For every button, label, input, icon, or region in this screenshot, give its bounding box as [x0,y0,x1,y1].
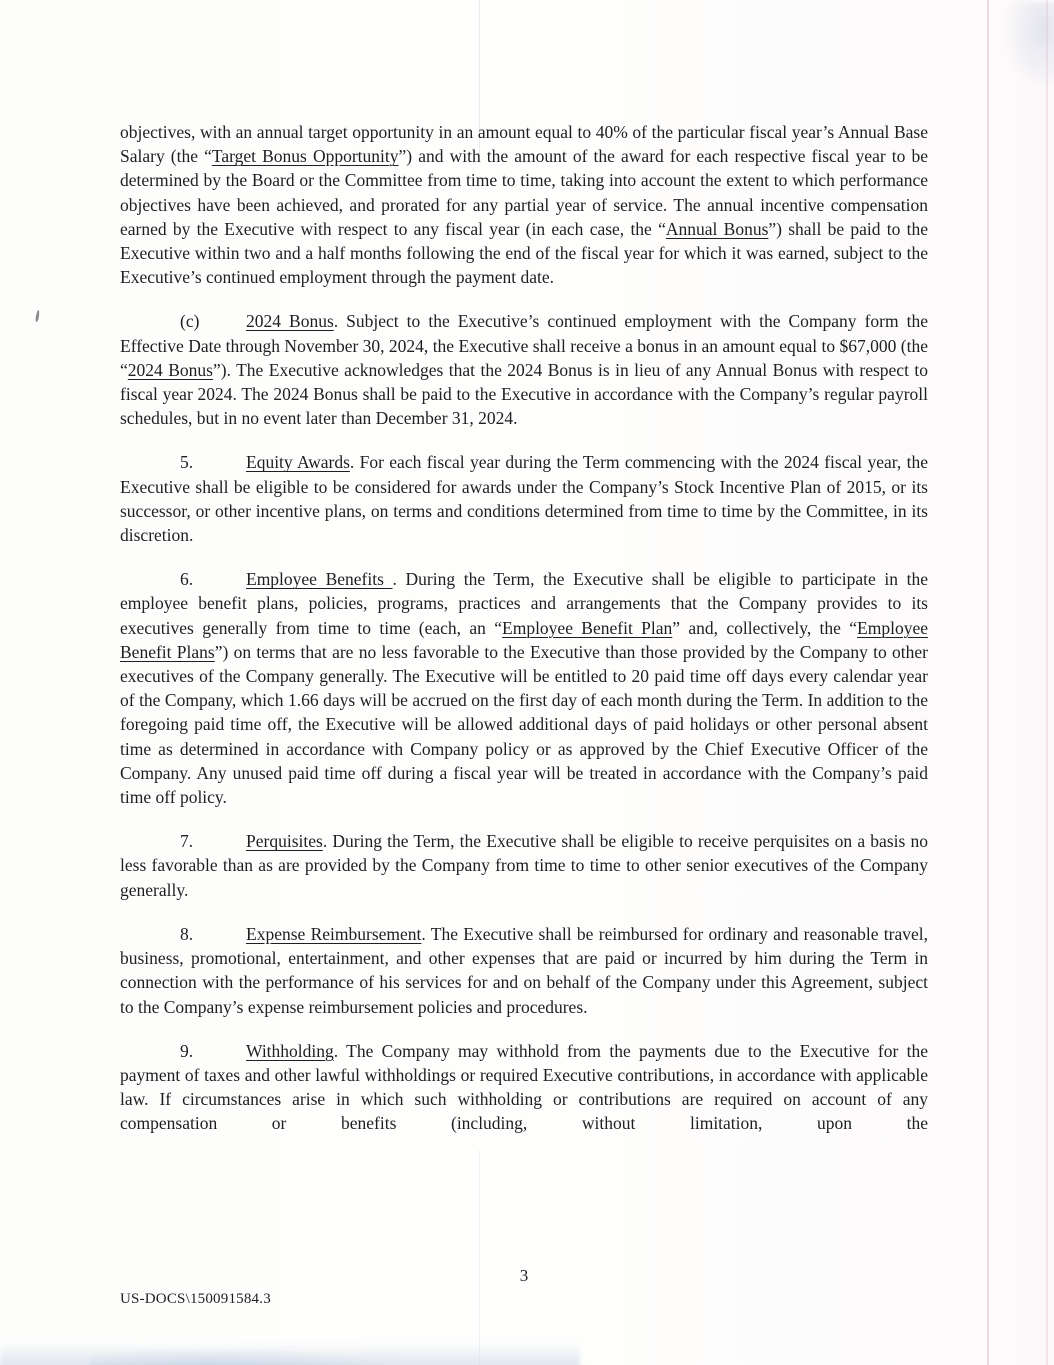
document-body [120,120,928,1136]
scan-artifact-smudge-bottom [0,1343,580,1365]
section-number: 5. [180,452,194,473]
underlined-defined-term: Employee Benefit Plan [502,617,673,638]
paragraph-9-withholding: 9. Withholding. The Company may withhold from the payments due to the Executive for the payment of taxes and other lawful withholdings or required Executive contributions, in accordance with applicable law. If circumstances arise in which such withholding or contributions are required on account of any compensation or benefits (including, without limitation, upon the [120,1040,928,1134]
scan-artifact-fold-line-bottom [479,1150,480,1365]
paragraph-5-equity-awards: 5. Equity Awards. For each fiscal year during the Term commencing with the 2024 fiscal year, the Executive shall be eligible to be considered for awards under the Company’s Stock Incentive Plan of 2015, or its successor, or other incentive plans, on terms and conditions determined from time to time by the Committee, in its discretion. [120,452,928,546]
underlined-defined-term: Target Bonus Opportunity [211,146,399,167]
paragraph-annual-bonus-continuation: objectives, with an annual target opportunity in an amount equal to 40% of the particular fiscal year’s Annual Base Salary (the “Target Bonus Opportunity”) and with the amount of the award for each respective fiscal year to be determined by the Board or the Committee from time to time, taking into account the extent to which performance objectives have been achieved, and prorated for any partial year of service. The annual incentive compensation earned by the Executive with respect to any fiscal year (in each case, the “Annual Bonus”) shall be paid to the Executive within two and a half months following the end of the fiscal year for which it was earned, subject to the Executive’s continued employment through the payment date. [120,122,928,288]
paragraph-6-employee-benefits: 6. Employee Benefits . During the Term, the Executive shall be eligible to participate in the employee benefit plans, policies, programs, practices and arrangements that the Company provides to its executives generally from time to time (each, an “Employee Benefit Plan” and, collectively, the “Employee Benefit Plans”) on terms that are no less favorable to the Executive than those provided by the Company to other executives of the Company generally. The Executive will be entitled to 20 paid time off days every calendar year of the Company, which 1.66 days will be accrued on the first day of each month during the Term. In addition to the foregoing paid time off, the Executive will be allowed additional days of paid holidays or other personal absent time as determined in accordance with Company policy or as approved by the Chief Executive Officer of the Company. Any unused paid time off during a fiscal year will be treated in accordance with the Company’s paid time off policy. [120,569,928,808]
scan-artifact-smudge-bottom-blob [90,1349,390,1365]
underlined-defined-term: Perquisites [246,831,323,852]
section-number: 8. [180,923,194,944]
scan-artifact-pink-line-edge [1046,0,1048,1365]
underlined-defined-term: Annual Bonus [665,218,769,239]
section-number: 6. [180,569,194,590]
underlined-defined-term: 2024 Bonus [246,311,334,332]
underlined-defined-term: Equity Awards [246,452,350,473]
page-number: 3 [519,1266,529,1285]
scan-artifact-margin-speck [35,310,40,322]
section-number: 7. [180,831,194,852]
scan-artifact-pink-line [987,0,989,1365]
underlined-defined-term: 2024 Bonus [127,359,213,380]
footer-document-id: US-DOCS\150091584.3 [120,1291,271,1307]
underlined-defined-term: Employee Benefits [246,569,393,590]
underlined-defined-term: Expense Reimbursement [246,923,422,944]
paragraph-8-expense-reimbursement: 8. Expense Reimbursement. The Executive shall be reimbursed for ordinary and reasonable travel, business, promotional, entertainment, and other expenses that are paid or incurred by him during the Term in connection with the performance of his services for and on behalf of the Company under this Agreement, subject to the Company’s expense reimbursement policies and procedures. [120,923,928,1017]
underlined-defined-term: Employee Benefit Plans [120,617,928,662]
section-number: 9. [180,1040,194,1061]
paragraph-7-perquisites: 7. Perquisites. During the Term, the Executive shall be eligible to receive perquisites on a basis no less favorable than as are provided by the Company from time to time to other senior executives of the Company generally. [120,831,928,900]
paragraph-c-2024-bonus: (c) 2024 Bonus. Subject to the Executive’s continued employment with the Company form the Effective Date through November 30, 2024, the Executive shall receive a bonus in an amount equal to $67,000 (the “2024 Bonus”). The Executive acknowledges that the 2024 Bonus is in lieu of any Annual Bonus with respect to fiscal year 2024. The 2024 Bonus shall be paid to the Executive in accordance with the Company’s regular payroll schedules, but in no event later than December 31, 2024. [120,311,929,429]
underlined-defined-term: Withholding [246,1040,334,1061]
section-number: (c) [180,311,200,332]
scan-artifact-smudge-top-right [1004,2,1054,92]
